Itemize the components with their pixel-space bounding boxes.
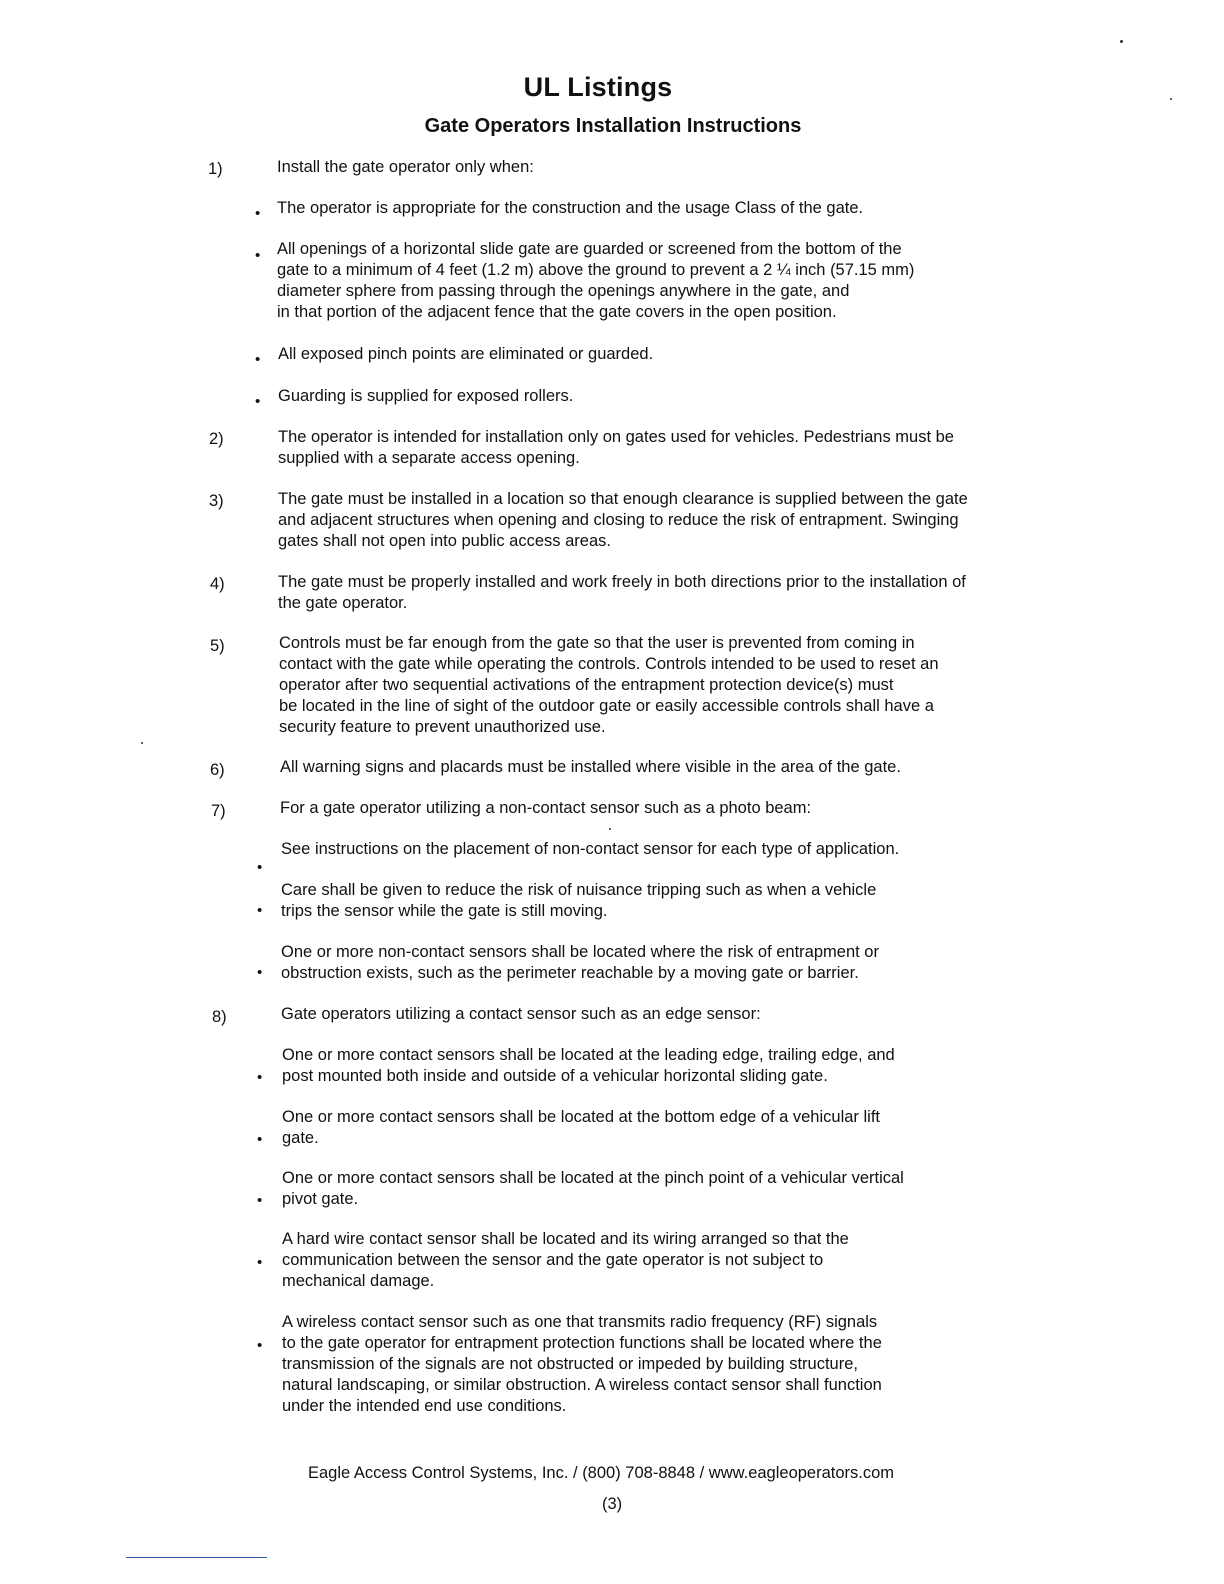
- item-number: 7): [211, 802, 226, 820]
- item-number: 4): [210, 575, 225, 593]
- bullet-icon: •: [257, 1254, 263, 1271]
- item-text: The operator is intended for installation only on gates used for vehicles. Pedestrians must be supplied with a separate access opening.: [278, 428, 954, 467]
- bullet-icon: •: [257, 1069, 263, 1086]
- bullet-text: Care shall be given to reduce the risk of nuisance tripping such as when a vehicle trips the sensor while the gate is still moving.: [281, 881, 877, 920]
- item-number: 1): [208, 160, 223, 178]
- item-text: The gate must be properly installed and work freely in both directions prior to the installation of the gate operator.: [278, 573, 966, 612]
- bullet-icon: •: [257, 859, 263, 876]
- item-number: 3): [209, 492, 224, 510]
- bullet-icon: •: [255, 393, 261, 410]
- bullet-text: A hard wire contact sensor shall be located and its wiring arranged so that the communication between the sensor and the gate operator is not subject to mechanical damage.: [282, 1230, 849, 1290]
- bullet-text: One or more contact sensors shall be located at the pinch point of a vehicular vertical pivot gate.: [282, 1169, 904, 1208]
- scan-speck: [141, 742, 143, 744]
- page-subtitle: Gate Operators Installation Instructions: [424, 115, 802, 137]
- bullet-icon: •: [255, 205, 261, 222]
- bullet-icon: •: [257, 964, 263, 981]
- item-number: 2): [209, 430, 224, 448]
- scan-speck: [1120, 40, 1123, 43]
- bullet-icon: •: [257, 902, 263, 919]
- item-text: For a gate operator utilizing a non-contact sensor such as a photo beam:: [280, 799, 812, 817]
- bullet-icon: •: [255, 247, 261, 264]
- bullet-text: One or more non-contact sensors shall be located where the risk of entrapment or obstruction exists, such as the perimeter reachable by a moving gate or barrier.: [281, 943, 879, 982]
- bullet-icon: •: [257, 1192, 263, 1209]
- footer-company: Eagle Access Control Systems, Inc. / (800) 708-8848 / www.eagleoperators.com: [308, 1464, 895, 1482]
- scan-line: [126, 1557, 267, 1558]
- item-text: Gate operators utilizing a contact sensor such as an edge sensor:: [281, 1005, 761, 1023]
- bullet-text: All openings of a horizontal slide gate are guarded or screened from the bottom of the gate to a minimum of 4 feet (1.2 m) above the ground to prevent a 2 ¼ inch (57.15 mm) diameter sphere from passing through the openings anywhere in the gate, and in that portion of the adjacent fence that the gate covers in the open position.: [277, 240, 915, 321]
- item-text: Controls must be far enough from the gate so that the user is prevented from coming in contact with the gate while operating the controls. Controls intended to be used to reset an operator after two sequential activations of the entrapment protection device(s) must be located in the line of sight of the outdoor gate or easily accessible controls shall have a security feature to prevent unauthorized use.: [279, 634, 939, 736]
- bullet-text: One or more contact sensors shall be located at the leading edge, trailing edge, and post mounted both inside and outside of a vehicular horizontal sliding gate.: [282, 1046, 895, 1085]
- scan-speck: [609, 828, 611, 830]
- item-number: 8): [212, 1008, 227, 1026]
- page-title: UL Listings: [523, 72, 673, 102]
- item-number: 5): [210, 637, 225, 655]
- item-number: 6): [210, 761, 225, 779]
- page-number: (3): [602, 1495, 623, 1513]
- bullet-text: All exposed pinch points are eliminated or guarded.: [278, 345, 654, 363]
- bullet-icon: •: [257, 1131, 263, 1148]
- item-text: All warning signs and placards must be installed where visible in the area of the gate.: [280, 758, 901, 776]
- bullet-icon: •: [255, 351, 261, 368]
- bullet-text: The operator is appropriate for the construction and the usage Class of the gate.: [277, 199, 864, 217]
- bullet-icon: •: [257, 1337, 263, 1354]
- item-text: The gate must be installed in a location so that enough clearance is supplied between the gate and adjacent structures when opening and closing to reduce the risk of entrapment. Swinging gates shall not open into public access areas.: [278, 490, 968, 550]
- bullet-text: A wireless contact sensor such as one that transmits radio frequency (RF) signals to the gate operator for entrapment protection functions shall be located where the transmission of the signals are not obstructed or impeded by building structure, natural landscaping, or similar obstruction. A wireless contact sensor shall function under the intended end use conditions.: [282, 1313, 882, 1415]
- bullet-text: Guarding is supplied for exposed rollers.: [278, 387, 574, 405]
- bullet-text: One or more contact sensors shall be located at the bottom edge of a vehicular lift gate.: [282, 1108, 880, 1147]
- scan-speck: [1170, 98, 1172, 100]
- bullet-text: See instructions on the placement of non-contact sensor for each type of application.: [281, 840, 900, 858]
- item-text: Install the gate operator only when:: [277, 158, 534, 176]
